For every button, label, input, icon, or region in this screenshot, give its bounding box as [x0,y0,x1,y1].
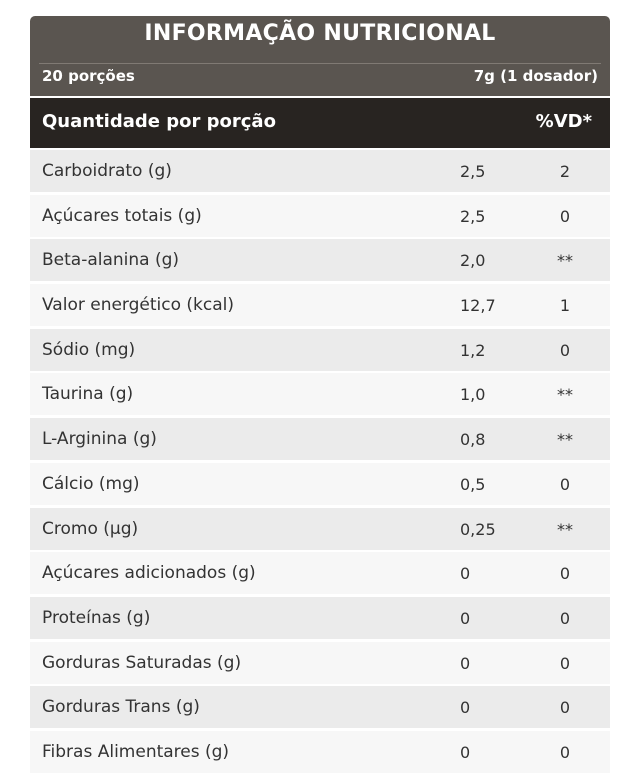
nutrient-daily-value: 0 [559,698,571,718]
nutrient-quantity: 0 [460,742,471,762]
nutrient-quantity: 2,5 [460,206,486,226]
nutrition-header [30,16,610,96]
nutrient-name: Proteínas (g) [42,607,151,628]
nutrient-daily-value: ** [557,251,573,271]
nutrient-name: Fibras Alimentares (g) [42,741,230,762]
nutrient-quantity: 0,8 [460,430,486,450]
nutrient-quantity: 0 [460,608,471,628]
nutrient-quantity: 1,0 [460,385,486,405]
nutrient-name: Sódio (mg) [42,339,136,360]
nutrient-daily-value: 1 [559,296,571,316]
nutrient-quantity: 0 [460,564,471,584]
nutrient-daily-value: ** [557,519,573,539]
table-row [30,463,610,505]
nutrient-daily-value: 0 [559,206,571,226]
nutrient-daily-value: ** [557,430,573,450]
table-title: INFORMAÇÃO NUTRICIONAL [144,21,496,46]
column-header-row [30,98,610,148]
table-row [30,284,610,326]
nutrient-quantity: 2,5 [460,162,486,181]
serving-size: 7g (1 dosador) [473,67,598,85]
nutrient-quantity: 12,7 [460,296,496,316]
nutrient-daily-value: 0 [559,653,571,673]
nutrient-daily-value: 0 [559,564,571,584]
nutrient-quantity: 0,5 [460,474,486,494]
table-row [30,508,610,550]
quantity-per-serving-header: Quantidade por porção [42,111,276,132]
daily-value-header: %VD* [535,111,592,132]
nutrient-quantity: 0,25 [460,519,496,539]
nutrition-facts-table [30,16,610,776]
nutrient-name: L-Arginina (g) [42,429,157,450]
table-row [30,373,610,415]
table-row [30,239,610,281]
nutrient-name: Gorduras Saturadas (g) [42,652,242,673]
nutrient-name: Gorduras Trans (g) [42,697,200,718]
nutrient-name: Beta-alanina (g) [42,250,180,271]
nutrient-name: Açúcares adicionados (g) [42,563,256,584]
servings-per-package: 20 porções [42,67,135,85]
nutrient-daily-value: ** [557,385,573,405]
table-row [30,329,610,371]
nutrient-daily-value: 0 [559,608,571,628]
nutrient-rows [30,150,610,773]
nutrient-name: Valor energético (kcal) [42,295,235,316]
nutrient-daily-value: 0 [559,742,571,762]
nutrient-name: Cromo (µg) [42,518,139,539]
nutrient-quantity: 0 [460,653,471,673]
nutrient-quantity: 2,0 [460,251,486,271]
table-row [30,195,610,237]
table-row [30,150,610,192]
table-row [30,552,610,594]
nutrient-name: Cálcio (mg) [42,473,140,494]
nutrient-name: Açúcares totais (g) [42,205,202,226]
table-row [30,642,610,684]
table-row [30,731,610,773]
nutrient-daily-value: 0 [559,474,571,494]
header-divider [39,63,601,64]
table-row [30,418,610,460]
table-row [30,597,610,639]
nutrient-quantity: 0 [460,698,471,718]
nutrient-daily-value: 2 [559,162,571,181]
nutrient-name: Carboidrato (g) [42,161,172,181]
table-row [30,686,610,728]
nutrient-name: Taurina (g) [42,384,134,405]
nutrient-daily-value: 0 [559,340,571,360]
nutrient-quantity: 1,2 [460,340,486,360]
